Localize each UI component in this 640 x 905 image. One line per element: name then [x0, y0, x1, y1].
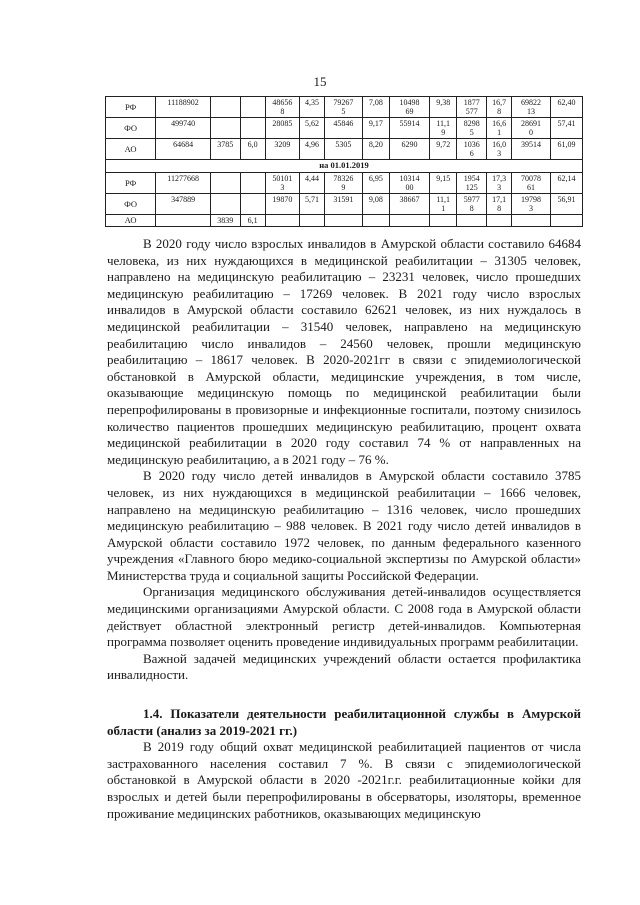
table-cell: 4,44 — [299, 173, 324, 194]
table-cell: 45846 — [325, 118, 363, 139]
table-cell: 6,1 — [240, 215, 265, 227]
table-cell — [457, 215, 487, 227]
table-cell: 19870 — [265, 194, 299, 215]
table-row — [106, 118, 583, 139]
row-label: АО — [106, 215, 156, 227]
table-cell: 28691 0 — [512, 118, 551, 139]
table-cell: 6,0 — [240, 139, 265, 160]
table-section-row — [106, 160, 583, 173]
table-row — [106, 194, 583, 215]
table-cell — [299, 215, 324, 227]
statistics-table — [105, 96, 583, 227]
table-cell — [430, 215, 457, 227]
table-cell: 11,1 9 — [430, 118, 457, 139]
table-cell: 16,6 1 — [487, 118, 512, 139]
table-cell — [487, 215, 512, 227]
table-cell: 64684 — [156, 139, 211, 160]
table-cell: 28085 — [265, 118, 299, 139]
table-cell: 39514 — [512, 139, 551, 160]
table-cell: 1877 577 — [457, 97, 487, 118]
table-cell: 347889 — [156, 194, 211, 215]
table-cell — [512, 215, 551, 227]
table-cell: 62,14 — [550, 173, 582, 194]
paragraph-rehab-2019: В 2019 году общий охват медицинской реабилитацией пациентов от числа застрахованного населения составил 7 %. В связи с эпидемиологической обстановкой в Амурской области в 2020 -2021г.г. реабилитационные койки для взрослых и детей были перепрофилированы в обсерваторы, изоляторы, временное проживание медицинских работников, оказывающих медицинскую — [107, 739, 581, 821]
table-cell: 9,15 — [430, 173, 457, 194]
row-label: РФ — [106, 97, 156, 118]
table-cell: 55914 — [390, 118, 430, 139]
table-cell: 38667 — [390, 194, 430, 215]
table-cell: 10314 00 — [390, 173, 430, 194]
table-cell: 1036 6 — [457, 139, 487, 160]
table-cell: 50101 3 — [265, 173, 299, 194]
table-cell — [240, 118, 265, 139]
table-cell: 3209 — [265, 139, 299, 160]
table-cell: 17,3 3 — [487, 173, 512, 194]
table-cell: 4,96 — [299, 139, 324, 160]
table-cell: 4,35 — [299, 97, 324, 118]
table-row — [106, 97, 583, 118]
table-cell: 57,41 — [550, 118, 582, 139]
table-cell: 79267 5 — [325, 97, 363, 118]
paragraph-prevention: Важной задачей медицинских учреждений области остается профилактика инвалидности. — [107, 650, 581, 683]
table-cell: 70078 61 — [512, 173, 551, 194]
table-cell: 16,0 3 — [487, 139, 512, 160]
section-heading: 1.4. Показатели деятельности реабилитационной службы в Амурской области (анализ за 2019-2021 гг.) — [107, 706, 581, 738]
table-cell: 3785 — [210, 139, 240, 160]
table-cell: 5,62 — [299, 118, 324, 139]
table-cell — [390, 215, 430, 227]
row-label: ФО — [106, 118, 156, 139]
table-cell: 7,08 — [362, 97, 389, 118]
table-cell: 3839 — [210, 215, 240, 227]
table-row — [106, 173, 583, 194]
table-row — [106, 139, 583, 160]
table-cell: 62,40 — [550, 97, 582, 118]
page-number: 15 — [313, 74, 327, 89]
table-cell — [550, 215, 582, 227]
table-cell: 69822 13 — [512, 97, 551, 118]
table-cell: 6290 — [390, 139, 430, 160]
paragraph-organization: Организация медицинского обслуживания детей-инвалидов осуществляется медицинскими организациями Амурской области. С 2008 года в Амурской области действует областной электронный регистр детей-инвалидов. Компьютерная программа позволяет оценить проведение индивидуальных программ реабилитации. — [107, 584, 581, 650]
table-cell — [265, 215, 299, 227]
table-cell — [362, 215, 389, 227]
table-cell: 56,91 — [550, 194, 582, 215]
table-cell — [210, 194, 240, 215]
table-cell: 9,08 — [362, 194, 389, 215]
row-label: ФО — [106, 194, 156, 215]
table-cell: 16,7 8 — [487, 97, 512, 118]
table-cell: 11,1 1 — [430, 194, 457, 215]
paragraph-children: В 2020 году число детей инвалидов в Амурской области составило 3785 человек, из них нуждающихся в медицинской реабилитации – 1666 человек, направлено на медицинскую реабилитацию – 1316 человек, число прошедших медицинскую реабилитацию – 988 человек. В 2021 году число детей инвалидов в Амурской области составило 1972 человек, по данным федерального казенного учреждения «Главного бюро медико-социальной экспертизы по Амурской области» Министерства труда и социальной защиты Российской Федерации. — [107, 468, 581, 583]
table-cell: 5305 — [325, 139, 363, 160]
table-section-title: на 01.01.2019 — [106, 160, 583, 173]
table-cell — [210, 97, 240, 118]
table-cell — [210, 118, 240, 139]
table-cell — [210, 173, 240, 194]
table-cell: 1954 125 — [457, 173, 487, 194]
table-cell — [240, 173, 265, 194]
table-cell: 17,1 8 — [487, 194, 512, 215]
paragraph-adults: В 2020 году число взрослых инвалидов в Амурской области составило 64684 человека, из них нуждающихся в медицинской реабилитации – 31305 человек, направлено на медицинскую реабилитацию – 23231 человек, число прошедших медицинскую реабилитацию – 17269 человек. В 2021 году число взрослых инвалидов в Амурской области составило 62621 человек, из них нуждалось в медицинской реабилитации – 31540 человек, направлено на медицинскую реабилитацию число инвалидов – 24560 человек, прошли медицинскую реабилитацию – 18617 человек. В 2020-2021гг в связи с эпидемиологической обстановкой в Амурской области, медицинские учреждения, в том числе, оказывающие медицинскую помощь по медицинской реабилитации были перепрофилированы в провизорные и инфекционные госпитали, поэтому снизилось количество пациентов прошедших медицинскую реабилитацию, процент охвата медицинской реабилитации в 2020 году составил 74 % от направленных на медицинскую реабилитацию, а в 2021 году – 76 %. — [107, 236, 581, 467]
table-cell: 499740 — [156, 118, 211, 139]
table-cell: 5977 8 — [457, 194, 487, 215]
table-cell: 8,20 — [362, 139, 389, 160]
row-label: АО — [106, 139, 156, 160]
table-cell — [156, 215, 211, 227]
table-cell: 10498 69 — [390, 97, 430, 118]
table-cell: 78326 9 — [325, 173, 363, 194]
table-cell: 9,38 — [430, 97, 457, 118]
table-cell: 31591 — [325, 194, 363, 215]
table-cell: 9,72 — [430, 139, 457, 160]
table-cell: 11277668 — [156, 173, 211, 194]
row-label: РФ — [106, 173, 156, 194]
table-cell: 11188902 — [156, 97, 211, 118]
table-row — [106, 215, 583, 227]
table-cell: 61,09 — [550, 139, 582, 160]
table-cell: 9,17 — [362, 118, 389, 139]
table-cell: 6,95 — [362, 173, 389, 194]
table-cell — [240, 194, 265, 215]
table-cell — [325, 215, 363, 227]
table-cell: 8298 5 — [457, 118, 487, 139]
table-cell: 48656 8 — [265, 97, 299, 118]
table-cell: 19798 3 — [512, 194, 551, 215]
table-cell — [240, 97, 265, 118]
table-cell: 5,71 — [299, 194, 324, 215]
body-text — [107, 236, 581, 822]
